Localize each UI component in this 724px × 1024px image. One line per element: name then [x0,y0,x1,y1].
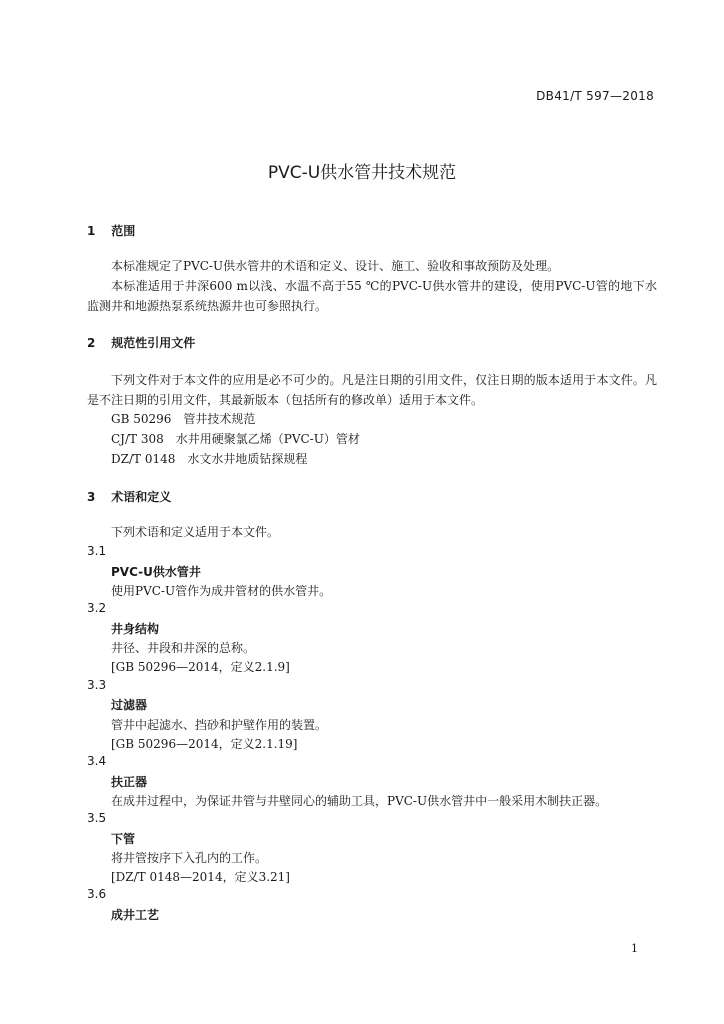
term-name: 扶正器 [111,775,148,789]
term-name: 过滤器 [111,698,148,712]
term-definition: 井径、井段和井深的总称。 [111,641,256,655]
paragraph: 本标准规定了PVC-U供水管井的术语和定义、设计、施工、验收和事故预防及处理。 [111,259,560,273]
section-title: 范围 [111,224,136,238]
term-definition: 管井中起滤水、挡砂和护壁作用的装置。 [111,718,328,732]
term-name: 成井工艺 [111,908,160,922]
standard-code: DB41/T 597—2018 [536,89,654,103]
paragraph: 下列文件对于本文件的应用是必不可少的。凡是注日期的引用文件，仅注日期的版本适用于本文件。凡是不注日期的引用文件，其最新版本（包括所有的修改单）适用于本文件。 [87,373,657,407]
document-title: PVC-U供水管井技术规范 [267,163,457,183]
term-source: [GB 50296—2014，定义2.1.19] [111,737,298,751]
reference-item: DZ/T 0148 水文水井地质钻探规程 [111,452,308,466]
term-number: 3.6 [87,887,107,901]
term-number: 3.2 [87,601,107,615]
page-number: 1 [631,942,638,955]
paragraph: 本标准适用于井深600 m以浅、水温不高于55 ℃的PVC-U供水管井的建设，使用PVC-U管的地下水监测井和地源热泵系统热源井也可参照执行。 [87,279,657,313]
terms-intro: 下列术语和定义适用于本文件。 [111,525,280,539]
term-number: 3.5 [87,811,107,825]
term-name: 井身结构 [111,622,160,636]
reference-item: CJ/T 308 水井用硬聚氯乙烯（PVC-U）管材 [111,432,360,446]
term-name: PVC-U供水管井 [111,565,201,579]
term-number: 3.1 [87,544,107,558]
section-title: 术语和定义 [111,490,172,504]
section-heading-normative-references [87,334,195,351]
section-heading-terms [87,488,171,505]
section-number: 1 [87,224,96,238]
term-definition: 使用PVC-U管作为成井管材的供水管井。 [111,584,332,598]
section-number: 2 [87,336,96,350]
section-number: 3 [87,490,96,504]
term-definition: 在成井过程中，为保证井管与井壁同心的辅助工具，PVC-U供水管井中一般采用木制扶正器。 [111,794,608,808]
term-source: [DZ/T 0148—2014，定义3.21] [111,870,290,884]
term-source: [GB 50296—2014，定义2.1.9] [111,660,290,674]
section-heading-scope [87,222,135,239]
section-title: 规范性引用文件 [111,336,196,350]
reference-item: GB 50296 管井技术规范 [111,412,256,426]
term-number: 3.4 [87,754,107,768]
term-name: 下管 [111,832,136,846]
term-number: 3.3 [87,678,107,692]
term-definition: 将井管按序下入孔内的工作。 [111,851,268,865]
